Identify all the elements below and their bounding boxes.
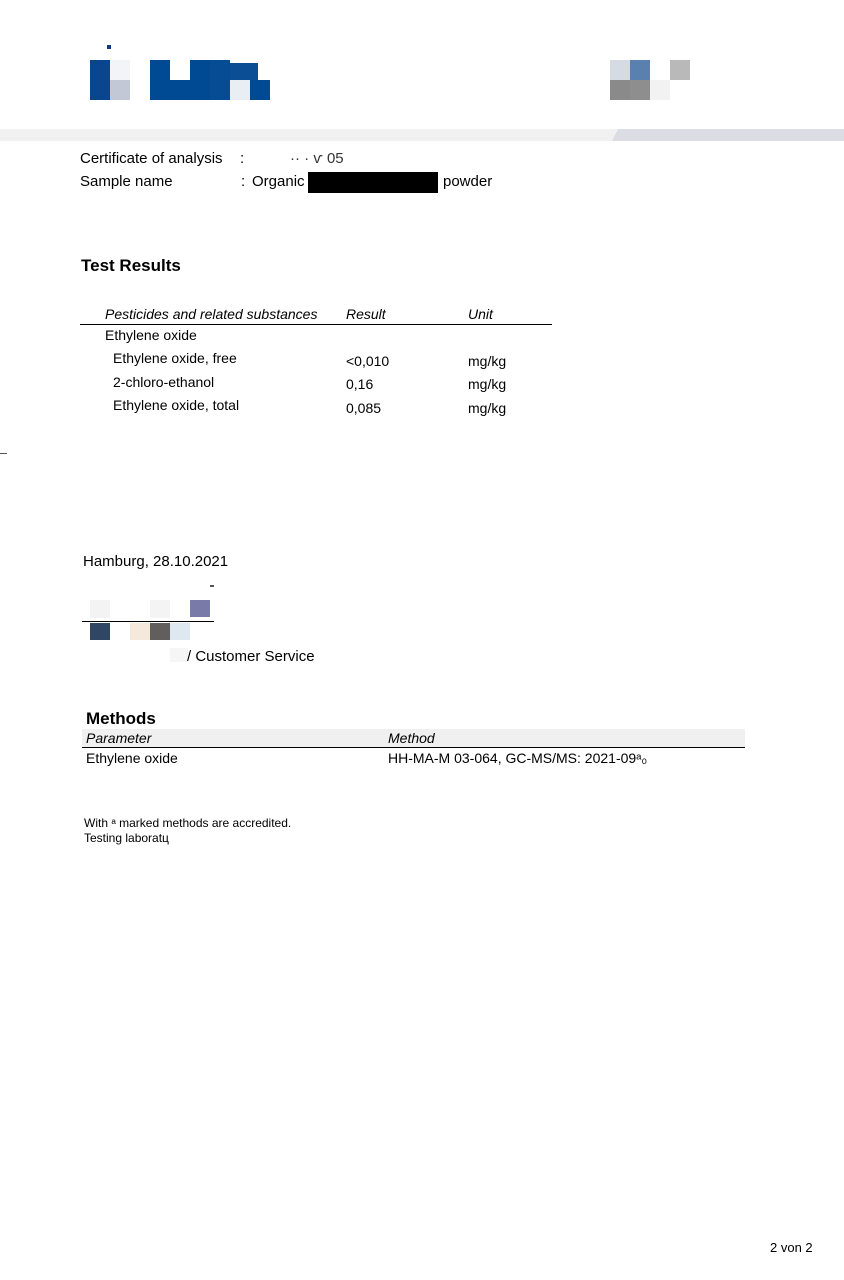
row-result: 0,16 [346,376,374,392]
place-date: Hamburg, 28.10.2021 [83,553,229,570]
row-unit: mg/kg [468,400,507,416]
column-header-parameter: Parameter [86,730,152,746]
row-result: 0,085 [346,400,382,416]
column-header-method: Method [388,730,435,746]
sample-name-suffix: powder [443,173,493,190]
methods-title: Methods [86,709,156,728]
margin-tick [0,453,7,454]
row-substance: Ethylene oxide, free [113,350,237,366]
column-header-substance: Pesticides and related substances [105,306,318,322]
column-header-result: Result [346,306,386,322]
row-substance: 2-chloro-ethanol [113,374,215,390]
row-unit: mg/kg [468,376,507,392]
methods-header-rule [82,747,745,748]
page-number: 2 von 2 [770,1240,813,1255]
row-unit: mg/kg [468,353,507,369]
certificate-number: ·· · ѵ 05 [290,150,344,167]
row-result: <0,010 [346,353,390,369]
sample-name-label: Sample name [80,173,173,190]
sample-name-prefix: Organic [252,173,305,190]
group-label: Ethylene oxide [105,327,197,343]
row-substance: Ethylene oxide, total [113,397,240,413]
column-header-unit: Unit [468,306,493,322]
redaction-bar [308,172,438,193]
signatory-role: / Customer Service [187,648,315,665]
accreditation-note: With ᵃ marked methods are accredited. [84,816,292,830]
sample-name-colon: : [241,173,246,190]
certificate-label: Certificate of analysis [80,150,223,167]
row-parameter: Ethylene oxide [86,750,178,766]
testing-lab-note: Testing laboratц [84,831,169,845]
row-method: HH-MA-M 03-064, GC-MS/MS: 2021-09ᵃ₀ [388,750,648,766]
test-results-title: Test Results [81,256,181,275]
table-header-rule [80,324,552,325]
certificate-colon: : [240,150,245,167]
header-band-accent [612,129,844,141]
